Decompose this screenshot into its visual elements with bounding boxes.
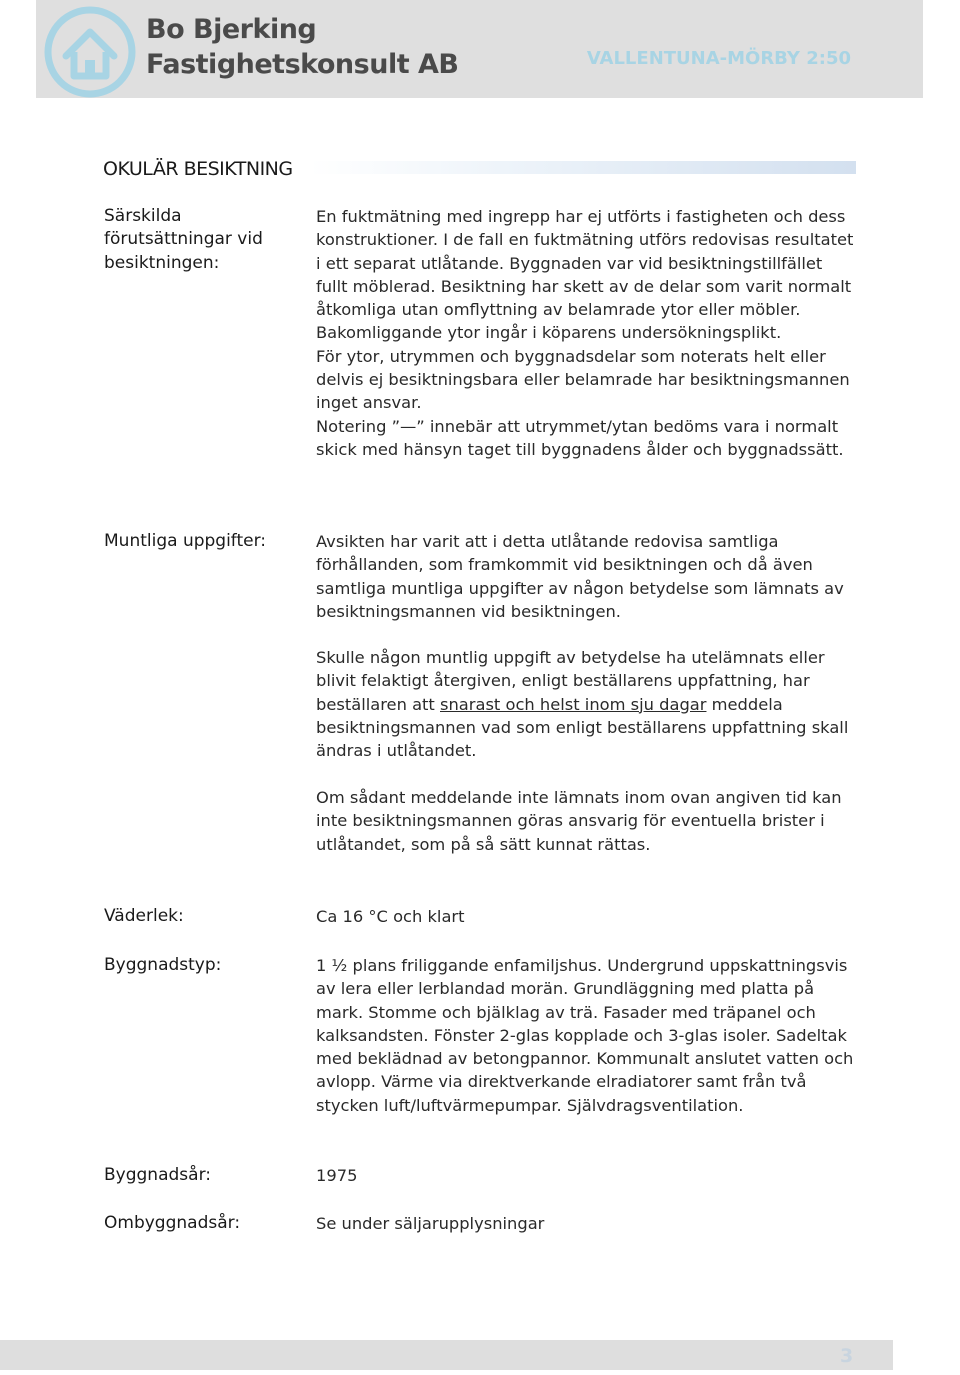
vaderlek-value: Ca 16 °C och klart: [316, 907, 465, 926]
sarskilda-paragraph-2: För ytor, utrymmen och byggnadsdelar som noterats helt eller delvis ej besiktningsbara eller belamrade har besiktningsmannen inget ansvar.: [316, 346, 850, 413]
company-name-line1: Bo Bjerking: [146, 14, 317, 45]
sarskilda-label: Särskilda förutsättningar vid besiktningen:: [104, 206, 263, 273]
sarskilda-paragraph-3: Notering ”—” innebär att utrymmet/ytan bedöms vara i normalt skick med hänsyn taget till byggnadens ålder och byggnadssätt.: [316, 416, 844, 459]
page-footer: [0, 1340, 893, 1370]
ombyggnadsar-value: Se under säljarupplysningar: [316, 1214, 545, 1233]
muntliga-paragraph-3: Om sådant meddelande inte lämnats inom ovan angiven tid kan inte besiktningsmannen göras ansvarig för eventuella brister i utlåtandet, som på så sätt kunnat rättas.: [316, 788, 842, 854]
ombyggnadsar-label: Ombyggnadsår:: [104, 1213, 241, 1233]
title-gradient-bar: [310, 161, 856, 174]
sarskilda-text: [316, 205, 856, 461]
house-icon: [44, 6, 140, 98]
vaderlek-label: Väderlek:: [104, 906, 184, 926]
section-title: OKULÄR BESIKTNING: [103, 158, 293, 180]
muntliga-label: Muntliga uppgifter:: [104, 531, 267, 551]
muntliga-p2-underlined: snarast och helst inom sju dagar: [440, 694, 707, 714]
byggnadsar-value: 1975: [316, 1166, 358, 1185]
byggnadsar-label: Byggnadsår:: [104, 1165, 211, 1185]
property-designation: VALLENTUNA-MÖRBY 2:50: [586, 48, 851, 69]
company-name-line2: Fastighetskonsult AB: [146, 49, 459, 80]
page-number: 3: [840, 1345, 854, 1367]
company-name: [146, 12, 458, 82]
muntliga-p2-after: meddela besiktningsmannen vad som enligt beställarens uppfattning skall ändras i utlåtandet.: [316, 694, 849, 761]
byggnadstyp-value: 1 ½ plans friliggande enfamiljshus. Undergrund uppskattningsvis av lera eller lerblandad morän. Grundläggning med platta på mark. Stomme och bjälklag av trä. Fasader med träpanel och kalksandsten. Fönster 2-glas kopplade och 3-glas isoler. Sadeltak med beklädnad av betongpannor. Kommunalt anslutet vatten och avlopp. Värme via direktverkande elradiatorer samt från två stycken luft/luftvärmepumpar. Självdragsventilation.: [316, 956, 854, 1115]
muntliga-paragraph-1: Avsikten har varit att i detta utlåtande redovisa samtliga förhållanden, som framkommit vid besiktningen och då även samtliga muntliga uppgifter av någon betydelse som lämnats av besiktningsmannen vid besiktningen.: [316, 532, 844, 621]
muntliga-paragraph-2: [316, 646, 856, 762]
byggnadstyp-label: Byggnadstyp:: [104, 955, 222, 975]
page-header: [36, 0, 923, 98]
muntliga-p2-before: Skulle någon muntlig uppgift av betydelse ha utelämnats eller blivit felaktigt återgiven, enligt beställarens uppfattning, har beställaren att: [316, 648, 825, 714]
sarskilda-paragraph-1: En fuktmätning med ingrepp har ej utförts i fastigheten och dess konstruktioner. I de fall en fuktmätning utförs redovisas resultatet i ett separat utlåtande. Byggnaden var vid besiktningstillfället fullt möblerad. Besiktning har skett av de delar som varit normalt åtkomliga utan omflyttning av belamrade ytor eller möbler. Bakomliggande ytor ingår i köparens undersökningsplikt.: [316, 207, 854, 343]
